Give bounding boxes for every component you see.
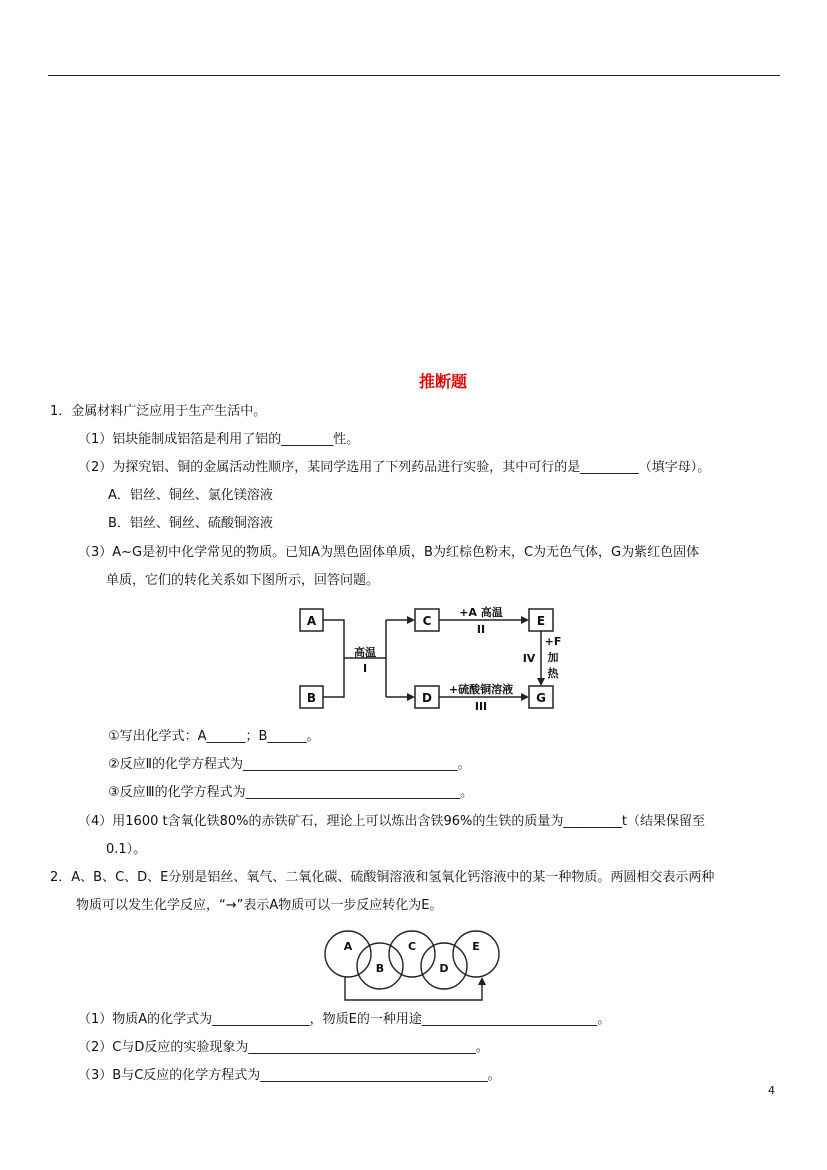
q1-part1: （1）铝块能制成铝箔是利用了铝的________性。 — [78, 432, 360, 447]
section-title: 推断题 — [418, 372, 467, 391]
cond4-c: 热 — [547, 667, 559, 680]
label-b: B — [306, 691, 317, 705]
circle-c — [389, 931, 435, 977]
header-rule — [48, 75, 780, 76]
cond3-num: III — [474, 700, 488, 713]
circle-label-d: D — [439, 962, 449, 975]
circle-e — [453, 931, 499, 977]
circle-label-e: E — [472, 940, 480, 953]
cond4-b: 加 — [547, 651, 559, 664]
circle-a — [325, 931, 371, 977]
label-c: C — [422, 614, 432, 628]
cond3-label: +硫酸铜溶液 — [448, 683, 514, 696]
q2-stem-line1: 2．A、B、C、D、E分别是铝丝、氧气、二氧化碳、硫酸铜溶液和氢氧化钙溶液中的某一种物质。两圆相交表示两种 — [50, 870, 715, 885]
q1-option-b: B．铝丝、铜丝、硫酸铜溶液 — [108, 516, 273, 531]
q1-part3-line1: （3）A~G是初中化学常见的物质。已知A为黑色固体单质，B为红棕色粉末，C为无色气体，G为紫红色固体 — [78, 545, 700, 560]
q1-part2: （2）为探究铝、铜的金属活动性顺序，某同学选用了下列药品进行实验，其中可行的是_________（填字母）。 — [78, 460, 711, 475]
q1-part4-line2: 0.1）。 — [106, 842, 147, 857]
circle-label-b: B — [375, 962, 385, 975]
q1-option-a: A．铝丝、铜丝、氯化镁溶液 — [108, 488, 273, 503]
label-g: G — [536, 691, 546, 705]
q2-part3: （3）B与C反应的化学方程式为___________________________________。 — [78, 1068, 501, 1083]
cond4-a: +F — [544, 635, 562, 648]
q1-part4-line1: （4）用1600 t含氧化铁80%的赤铁矿石，理论上可以炼出含铁96%的生铁的质量为_________t（结果保留至 — [78, 814, 705, 829]
cond2-num: II — [476, 623, 486, 636]
cond2-label: +A 高温 — [459, 606, 503, 619]
q1-sub1: ①写出化学式：A______；B______。 — [108, 729, 320, 744]
circle-label-a: A — [343, 940, 353, 953]
label-e: E — [536, 614, 546, 628]
cond1-label: 高温 — [354, 646, 376, 659]
page-number: 4 — [768, 1084, 775, 1097]
q2-stem-line2: 物质可以发生化学反应，“→”表示A物质可以一步反应转化为E。 — [76, 898, 443, 913]
q2-part1: （1）物质A的化学式为_______________，物质E的一种用途___________________________。 — [78, 1012, 611, 1027]
intersecting-circles-diagram — [322, 922, 504, 1006]
q2-part2: （2）C与D反应的实验现象为___________________________________。 — [78, 1040, 489, 1055]
cond1-num: I — [362, 662, 368, 675]
q1-stem: 1．金属材料广泛应用于生产生活中。 — [50, 404, 267, 419]
label-a: A — [306, 614, 317, 628]
q1-sub2: ②反应Ⅱ的化学方程式为_________________________________。 — [108, 757, 471, 772]
label-d: D — [422, 691, 432, 705]
cond4-num: IV — [522, 652, 536, 665]
circle-label-c: C — [407, 940, 417, 953]
q1-sub3: ③反应Ⅲ的化学方程式为_________________________________。 — [108, 785, 474, 800]
reaction-flow-diagram — [296, 602, 568, 718]
q1-part3-line2: 单质，它们的转化关系如下图所示，回答问题。 — [106, 573, 380, 588]
